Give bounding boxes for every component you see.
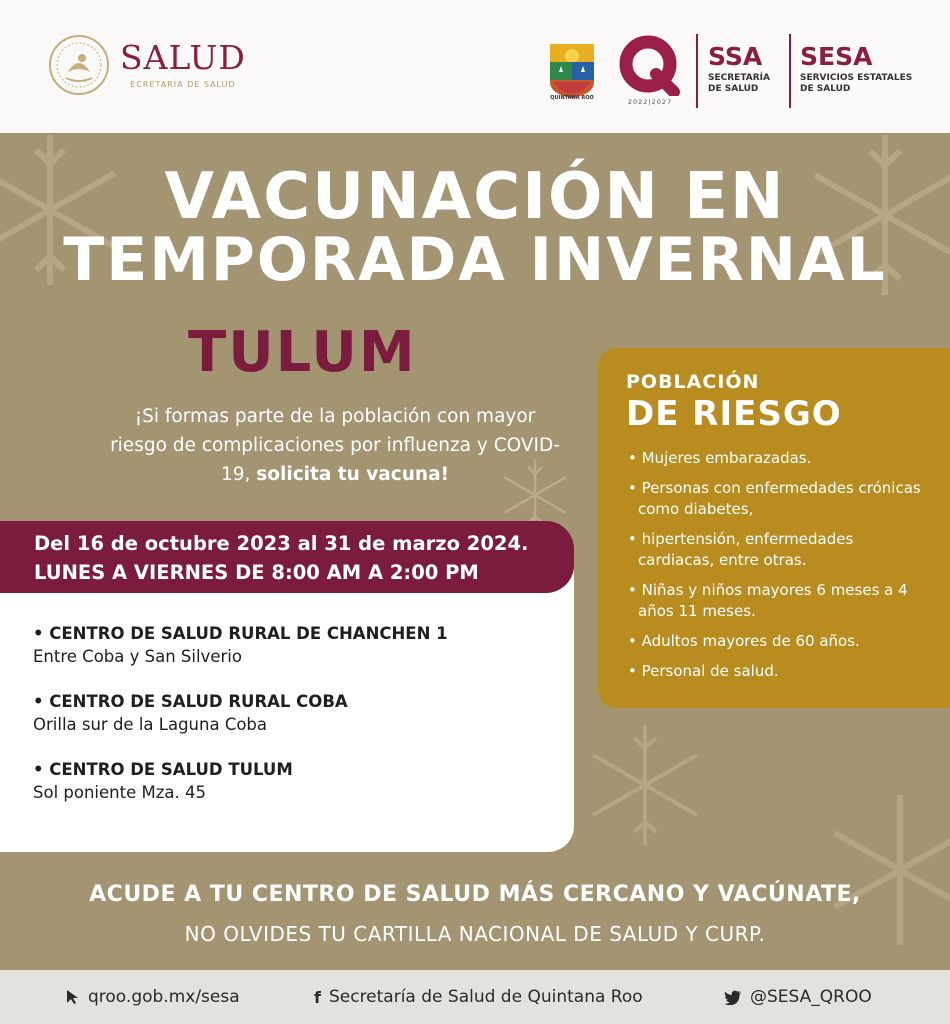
footer-website[interactable] (66, 987, 240, 1007)
schedule-hours: LUNES A VIERNES DE 8:00 AM A 2:00 PM (34, 561, 479, 584)
mexico-seal-icon (48, 34, 110, 96)
ssa-line2: DE SALUD (708, 83, 759, 94)
health-centers-list (0, 570, 574, 852)
center-name: • CENTRO DE SALUD RURAL DE CHANCHEN 1 (33, 624, 448, 643)
cursor-icon (66, 989, 80, 1005)
risk-title-line1: POBLACIÓN (626, 371, 760, 393)
list-item: • hipertensión, enfermedades cardiacas, entre otras. (628, 530, 854, 569)
snowflake-decoration-bottom (580, 720, 710, 850)
risk-list (628, 448, 950, 682)
ssa-line1: SECRETARÍA (708, 73, 770, 83)
risk-population-panel (598, 348, 950, 708)
q-logo-icon (612, 34, 688, 96)
list-item (33, 758, 574, 804)
footer-facebook[interactable] (314, 987, 643, 1007)
city-name: TULUM (188, 320, 417, 385)
center-name: • CENTRO DE SALUD TULUM (33, 760, 293, 779)
list-item (33, 690, 574, 736)
twitter-icon (724, 990, 742, 1005)
header-divider (696, 34, 698, 108)
facebook-link[interactable]: Secretaría de Salud de Quintana Roo (328, 987, 643, 1007)
intro-message: ¡Si formas parte de la población con mayor riesgo de complicaciones por influenza y COVID-19, (110, 406, 560, 485)
facebook-icon: f (314, 987, 321, 1007)
intro-text (110, 402, 560, 489)
q-years: 2022|2027 (627, 98, 673, 106)
intro-call-to-action: solicita tu vacuna! (256, 464, 450, 485)
cta-line1: ACUDE A TU CENTRO DE SALUD MÁS CERCANO Y VACÚNATE, (89, 882, 861, 907)
footer-twitter[interactable] (724, 987, 872, 1007)
sesa-line1: SERVICIOS ESTATALES (800, 73, 913, 83)
center-address: Sol poniente Mza. 45 (33, 783, 206, 802)
salud-subtitle: ECRETARÍA DE SALUD (130, 80, 236, 89)
ssa-logo (708, 44, 770, 95)
header-divider (789, 34, 791, 108)
main-title-line1: VACUNACIÓN EN (164, 160, 786, 234)
center-address: Entre Coba y San Silverio (33, 647, 242, 666)
website-link[interactable]: qroo.gob.mx/sesa (88, 987, 240, 1007)
ssa-abbr: SSA (708, 42, 763, 71)
list-item: • Personas con enfermedades crónicas como diabetes, (628, 479, 921, 518)
list-item: • Adultos mayores de 60 años. (628, 632, 860, 650)
header (0, 0, 950, 133)
sesa-logo (800, 44, 912, 95)
sesa-abbr: SESA (800, 42, 873, 71)
list-item: • Personal de salud. (628, 662, 779, 680)
cta-line2: NO OLVIDES TU CARTILLA NACIONAL DE SALUD Y CURP. (184, 922, 766, 946)
footer (0, 970, 950, 1024)
quintana-roo-label: QUINTANA ROO (550, 95, 594, 101)
list-item (33, 622, 574, 668)
salud-logo (48, 34, 246, 96)
main-title-line2: TEMPORADA INVERNAL (63, 225, 887, 295)
list-item: • Niñas y niños mayores 6 meses a 4 años 11 meses. (628, 581, 908, 620)
center-name: • CENTRO DE SALUD RURAL COBA (33, 692, 348, 711)
schedule-banner (0, 521, 574, 593)
list-item: • Mujeres embarazadas. (628, 449, 812, 467)
schedule-dates: Del 16 de octubre 2023 al 31 de marzo 2024. (34, 532, 529, 555)
center-address: Orilla sur de la Laguna Coba (33, 715, 268, 734)
risk-title-line2: DE RIESGO (626, 394, 842, 434)
twitter-handle[interactable]: @SESA_QROO (750, 987, 872, 1007)
salud-title: SALUD (120, 38, 246, 77)
sesa-line2: DE SALUD (800, 83, 851, 94)
